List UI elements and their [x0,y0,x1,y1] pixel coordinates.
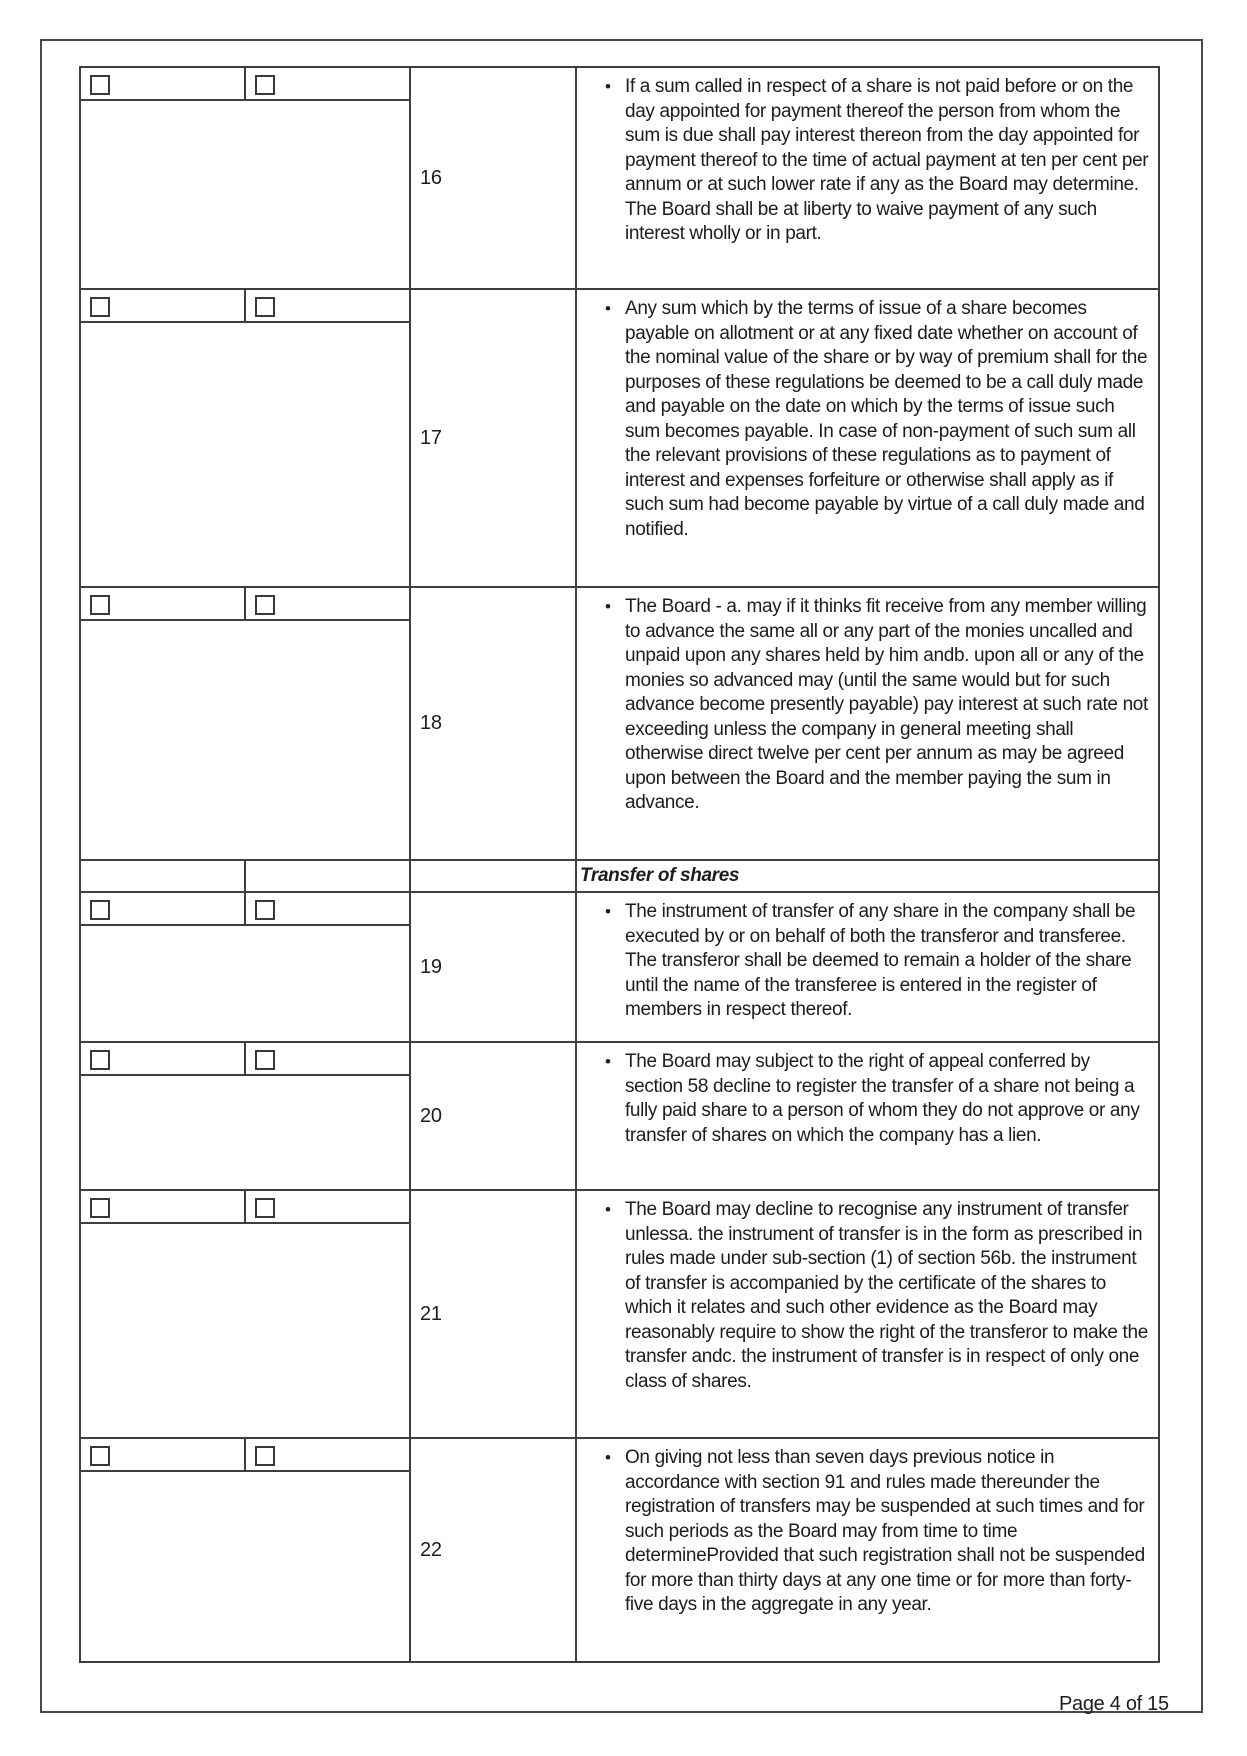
bullet-icon: • [605,1448,611,1467]
checkbox-cell [81,893,246,924]
bullet-icon: • [605,597,611,616]
rule-number: 18 [411,588,577,859]
checkbox-cell [81,1043,246,1074]
checkbox-cell [81,1439,246,1470]
checkbox-cell [246,893,409,924]
checkbox[interactable] [255,75,275,95]
checkbox-cell [246,1191,409,1222]
checkbox[interactable] [255,595,275,615]
page-footer: Page 4 of 15 [1059,1693,1169,1715]
checkbox-area [81,68,411,288]
checkbox-area [81,588,411,859]
bullet-icon: • [605,902,611,921]
checkbox-strip [81,290,409,323]
checkbox-cell [246,290,409,321]
checkbox-area [81,1043,411,1189]
section-header-cell [577,861,1158,891]
rule-text: If a sum called in respect of a share is not paid before or on the day appointed for payment thereof the person from whom the sum is due shall pay interest thereon from the day appointed for payment thereof to the time of actual payment at ten per cent per annum or at such lower rate if any as the Board may determine. The Board shall be at liberty to waive payment of any such interest wholly or in part. [625,76,1149,244]
table-row-22 [81,1437,1158,1661]
rule-text: Any sum which by the terms of issue of a share becomes payable on allotment or at any fixed date whether on account of the nominal value of the share or by way of premium shall for the purposes of these regulations be deemed to be a call duly made and payable on the date on which by the terms of issue such sum becomes payable. In case of non-payment of such sum all the relevant provisions of these regulations as to payment of interest and expenses forfeiture or otherwise shall apply as if such sum had become payable by virtue of a call duly made and notified. [625,298,1148,540]
checkbox-strip [81,1439,409,1472]
checkbox[interactable] [255,1198,275,1218]
bullet-icon: • [605,1052,611,1071]
checkbox[interactable] [255,297,275,317]
checkbox-cell [81,1191,246,1222]
checkbox[interactable] [90,1446,110,1466]
table-row-18 [81,586,1158,859]
checkbox-cell [81,588,246,619]
checkbox-strip [81,588,409,621]
checkbox-strip [81,1043,409,1076]
checkbox[interactable] [90,1198,110,1218]
rule-number: 17 [411,290,577,586]
rule-text-cell [577,588,1158,859]
checkbox-area [81,1191,411,1437]
rule-number: 20 [411,1043,577,1189]
checkbox[interactable] [255,1050,275,1070]
table-row-16 [81,68,1158,288]
empty-cell [81,861,246,891]
checkbox[interactable] [90,900,110,920]
checkbox-cell [81,68,246,99]
rules-table [79,66,1160,1663]
rule-text-cell [577,1043,1158,1189]
checkbox-area [81,290,411,586]
rule-number: 22 [411,1439,577,1661]
empty-cell [246,861,411,891]
checkbox[interactable] [255,1446,275,1466]
table-row-20 [81,1041,1158,1189]
checkbox-strip [81,893,409,926]
bullet-icon: • [605,299,611,318]
table-row-17 [81,288,1158,586]
checkbox-strip [81,68,409,101]
checkbox-area [81,893,411,1041]
rule-number: 19 [411,893,577,1041]
checkbox-area [81,1439,411,1661]
rule-text-cell [577,1439,1158,1661]
rule-text: The Board - a. may if it thinks fit receive from any member willing to advance the same all or any part of the monies uncalled and unpaid upon any shares held by him andb. upon all or any of the monies so advanced may (until the same would but for such advance become presently payable) pay interest at such rate not exceeding unless the company in general meeting shall otherwise direct twelve per cent per annum as may be agreed upon between the Board and the member paying the sum in advance. [625,596,1148,813]
checkbox-cell [246,68,409,99]
checkbox[interactable] [90,297,110,317]
table-row-19 [81,891,1158,1041]
checkbox[interactable] [90,595,110,615]
rule-number: 21 [411,1191,577,1437]
rule-text: The Board may subject to the right of appeal conferred by section 58 decline to register the transfer of a share not being a fully paid share to a person of whom they do not approve or any transfer of shares on which the company has a lien. [625,1051,1140,1146]
checkbox-strip [81,1191,409,1224]
checkbox[interactable] [90,1050,110,1070]
bullet-icon: • [605,77,611,96]
table-row-21 [81,1189,1158,1437]
checkbox[interactable] [90,75,110,95]
rule-text-cell [577,1191,1158,1437]
checkbox-cell [246,588,409,619]
rule-text: The Board may decline to recognise any instrument of transfer unlessa. the instrument of transfer is in the form as prescribed in rules made under sub-section (1) of section 56b. the instrument of transfer is accompanied by the certificate of the shares to which it relates and such other evidence as the Board may reasonably require to show the right of the transferor to make the transfer andc. the instrument of transfer is in respect of only one class of shares. [625,1199,1148,1392]
rule-text: The instrument of transfer of any share in the company shall be executed by or on behalf of both the transferor and transferee. The transferor shall be deemed to remain a holder of the share until the name of the transferee is entered in the register of members in respect thereof. [625,901,1136,1020]
rule-text-cell [577,68,1158,288]
checkbox-cell [246,1043,409,1074]
section-header-label: Transfer of shares [580,865,740,886]
section-header-row [81,859,1158,891]
checkbox-cell [81,290,246,321]
empty-cell [411,861,577,891]
bullet-icon: • [605,1200,611,1219]
rule-text: On giving not less than seven days previous notice in accordance with section 91 and rules made thereunder the registration of transfers may be suspended at such times and for such periods as the Board may from time to time determineProvided that such registration shall not be suspended for more than thirty days at any one time or for more than forty-five days in the aggregate in any year. [625,1447,1145,1615]
rule-number: 16 [411,68,577,288]
checkbox[interactable] [255,900,275,920]
rule-text-cell [577,290,1158,586]
checkbox-cell [246,1439,409,1470]
rule-text-cell [577,893,1158,1041]
